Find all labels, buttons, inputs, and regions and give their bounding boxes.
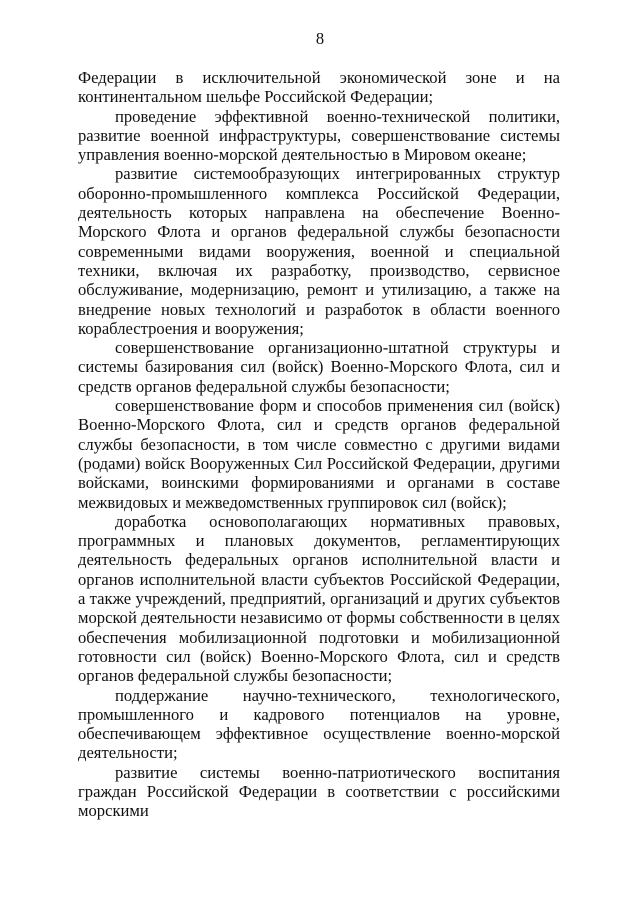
paragraph-regulatory-documents: доработка основополагающих нормативных правовых, программных и плановых документов, регламентирующих деятельность федеральных органов исполнительной власти и органов исполнительной власти субъектов Российской Федерации, а также учреждений, предприятий, организаций и других субъектов морской деятельности независимо от формы собственности в целях обеспечения мобилизационной подготовки и мобилизационной готовности сил (войск) Военно-Морского Флота, сил и средств органов федеральной службы безопасности; xyxy=(78,511,560,686)
paragraph-defense-industry: развитие системообразующих интегрированных структур оборонно-промышленного комплекса Российской Федерации, деятельность которых направлена на обеспечение Военно-Морского Флота и органов федеральной службы безопасности современными видами вооружения, военной и специальной техники, включая их разработку, производство, сервисное обслуживание, модернизацию, ремонт и утилизацию, а также на внедрение новых технологий и разработок в области военного кораблестроения и вооружения; xyxy=(78,164,560,338)
document-body xyxy=(78,68,560,821)
paragraph-military-technical-policy: проведение эффективной военно-технической политики, развитие военной инфраструктуры, совершенствование системы управления военно-морской деятельностью в Мировом океане; xyxy=(78,106,560,165)
paragraph-continuation: Федерации в исключительной экономической зоне и на континентальном шельфе Российской Федерации; xyxy=(78,68,560,107)
paragraph-forms-and-methods: совершенствование форм и способов применения сил (войск) Военно-Морского Флота, сил и средств органов федеральной службы безопасности, в том числе совместно с другими видами (родами) войск Вооруженных Сил Российской Федерации, другими войсками, воинскими формированиями и органами в составе межвидовых и межведомственных группировок сил (войск); xyxy=(78,396,560,512)
paragraph-scientific-potential: поддержание научно-технического, технологического, промышленного и кадрового потенциалов на уровне, обеспечивающем эффективное осуществление военно-морской деятельности; xyxy=(78,685,560,763)
paragraph-patriotic-education: развитие системы военно-патриотического воспитания граждан Российской Федерации в соответствии с российскими морскими xyxy=(78,762,560,821)
page-number: 8 xyxy=(315,29,325,48)
paragraph-organizational-structure: совершенствование организационно-штатной структуры и системы базирования сил (войск) Военно-Морского Флота, сил и средств органов федеральной службы безопасности; xyxy=(78,338,560,396)
